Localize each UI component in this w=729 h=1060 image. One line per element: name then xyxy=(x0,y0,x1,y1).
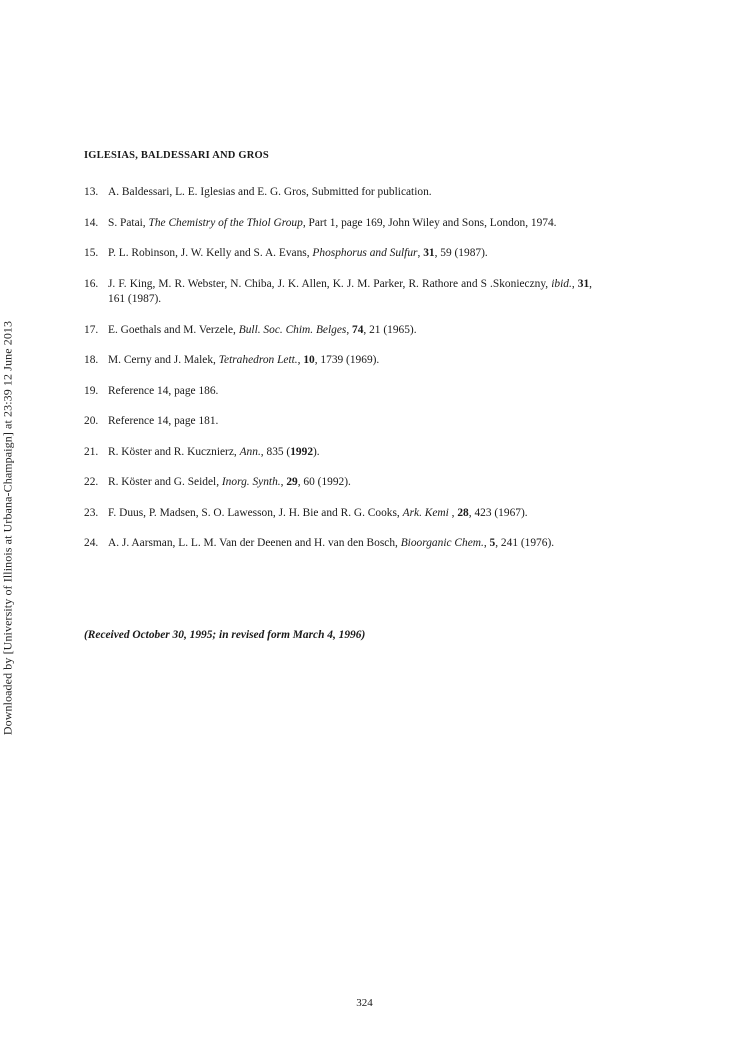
reference-segment: , 60 (1992). xyxy=(297,476,351,488)
reference-text xyxy=(108,246,592,262)
reference-text xyxy=(108,414,592,430)
reference-segment: R. Köster and R. Kucznierz, xyxy=(108,445,240,458)
reference-title: Bioorganic Chem. xyxy=(400,537,484,549)
reference-segment: F. Duus, P. Madsen, S. O. Lawesson, J. H. Bie and R. G. Cooks, xyxy=(108,506,403,519)
reference-text xyxy=(108,506,592,522)
reference-volume: 10 xyxy=(303,354,315,366)
reference-segment: , Part 1, page 169, John Wiley and Sons, London, 1974. xyxy=(302,216,557,229)
reference-title: ibid. xyxy=(551,277,572,290)
reference-text xyxy=(108,384,592,400)
reference-segment: , xyxy=(448,506,458,519)
reference-item xyxy=(84,506,592,522)
reference-item xyxy=(84,216,592,232)
reference-text xyxy=(108,277,592,308)
reference-volume: 31 xyxy=(423,247,435,259)
reference-number: 24. xyxy=(84,537,99,549)
reference-segment: J. F. King, M. R. Webster, N. Chiba, J. K. Allen, K. J. M. Parker, R. Rathore and S .Skonieczny, xyxy=(108,277,552,290)
reference-volume: 5 xyxy=(489,537,496,549)
reference-segment: , 1739 (1969). xyxy=(314,354,380,366)
reference-volume: 1992 xyxy=(290,445,314,458)
reference-item xyxy=(84,185,592,201)
reference-volume: 28 xyxy=(457,506,469,519)
reference-segment: , xyxy=(346,323,353,336)
running-head: IGLESIAS, BALDESSARI AND GROS xyxy=(84,150,269,161)
reference-segment: Reference 14, page 186. xyxy=(108,384,219,397)
reference-number: 19. xyxy=(84,384,99,397)
reference-segment: , xyxy=(417,247,424,259)
reference-segment: ). xyxy=(313,445,320,458)
reference-volume: 31 xyxy=(577,277,590,290)
reference-text xyxy=(108,445,592,461)
reference-text xyxy=(108,185,592,201)
reference-item xyxy=(84,246,592,262)
reference-item xyxy=(84,414,592,430)
reference-number: 23. xyxy=(84,506,99,519)
reference-text xyxy=(108,353,592,369)
reference-segment: E. Goethals and M. Verzele, xyxy=(108,323,239,336)
reference-segment: , 423 (1967). xyxy=(468,506,528,519)
reference-number: 20. xyxy=(84,415,99,427)
reference-item xyxy=(84,323,592,339)
reference-segment: A. J. Aarsman, L. L. M. Van der Deenen and H. van den Bosch, xyxy=(108,537,401,549)
reference-segment: P. L. Robinson, J. W. Kelly and S. A. Evans, xyxy=(108,247,313,259)
received-note: (Received October 30, 1995; in revised form March 4, 1996) xyxy=(84,629,366,641)
reference-segment: M. Cerny and J. Malek, xyxy=(108,354,219,366)
reference-segment: R. Köster and G. Seidel, xyxy=(108,476,222,488)
reference-number: 22. xyxy=(84,476,99,488)
reference-item xyxy=(84,353,592,369)
reference-segment: , 21 (1965). xyxy=(363,323,417,336)
reference-title: Bull. Soc. Chim. Belges xyxy=(238,323,347,336)
reference-segment: , xyxy=(297,354,304,366)
reference-number: 21. xyxy=(84,445,99,458)
reference-segment: , 241 (1976). xyxy=(495,537,555,549)
reference-title: The Chemistry of the Thiol Group xyxy=(148,216,303,229)
reference-title: Ann. xyxy=(239,445,261,458)
reference-segment: , 161 (1987). xyxy=(108,277,592,305)
reference-item xyxy=(84,445,592,461)
reference-number: 14. xyxy=(84,216,99,229)
reference-list xyxy=(84,185,592,567)
download-notice: Downloaded by [University of Illinois at Urbana-Champaign] at 23:39 12 June 2013 xyxy=(0,320,15,736)
reference-segment: Reference 14, page 181. xyxy=(108,415,219,427)
reference-item xyxy=(84,384,592,400)
reference-number: 15. xyxy=(84,247,99,259)
reference-segment: , 59 (1987). xyxy=(434,247,488,259)
reference-item xyxy=(84,475,592,491)
reference-segment: S. Patai, xyxy=(108,216,149,229)
reference-number: 18. xyxy=(84,354,99,366)
reference-item xyxy=(84,536,592,552)
reference-segment: A. Baldessari, L. E. Iglesias and E. G. Gros, Submitted for publication. xyxy=(108,186,432,198)
reference-title: Phosphorus and Sulfur xyxy=(312,247,418,259)
reference-number: 17. xyxy=(84,323,99,336)
reference-title: Inorg. Synth. xyxy=(221,476,281,488)
reference-number: 16. xyxy=(84,277,99,290)
reference-segment: , xyxy=(280,476,287,488)
reference-item xyxy=(84,277,592,308)
reference-text xyxy=(108,475,592,491)
reference-text xyxy=(108,323,592,339)
reference-title: Tetrahedron Lett. xyxy=(218,354,298,366)
page-number: 324 xyxy=(356,997,373,1009)
reference-volume: 74 xyxy=(352,323,364,336)
reference-text xyxy=(108,536,592,552)
reference-title: Ark. Kemi xyxy=(402,506,449,519)
reference-segment: , xyxy=(571,277,578,290)
reference-number: 13. xyxy=(84,186,99,198)
reference-segment: , xyxy=(483,537,490,549)
reference-text xyxy=(108,216,592,232)
reference-volume: 29 xyxy=(286,476,298,488)
reference-segment: , 835 ( xyxy=(260,445,291,458)
